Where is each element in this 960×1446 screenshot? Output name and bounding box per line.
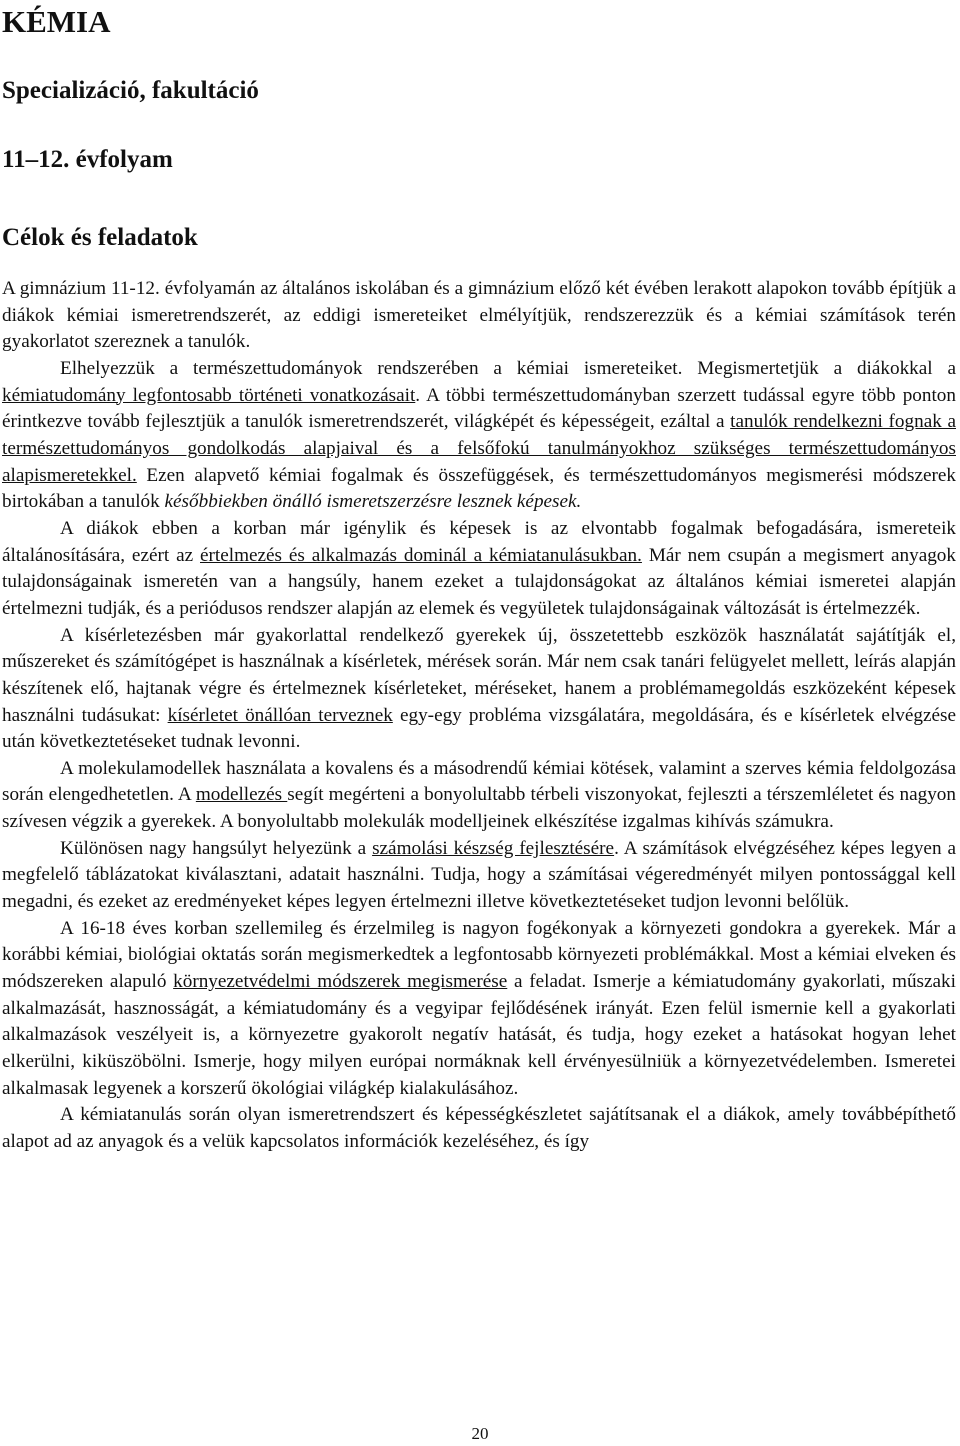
underlined-text: kémiatudomány legfontosabb történeti vonatkozásait	[2, 384, 416, 406]
paragraph-7	[2, 1102, 956, 1155]
paragraph-text: A 16-18 éves korban szellemileg és érzelmileg is nagyon fogékonyak a környezeti gondokra a gyerekek. Már a korábbi kémiai, biológiai oktatás során megismerkedtek a legfontosabb környezeti problémákkal. Most a kémiai elveken és módszereken alapuló	[2, 917, 956, 993]
underlined-text: számolási készség fejlesztésére	[372, 837, 615, 859]
underlined-text: értelmezés és alkalmazás dominál a kémiatanulásukban.	[200, 544, 642, 566]
paragraph-text: segít megérteni a bonyolultabb térbeli viszonyokat, fejleszti a térszemléletet és nagyon szívesen végzik a gyerekek. A bonyolultabb molekulák modelljeinek elkészítése izgalmas kihívás számukra.	[2, 784, 956, 833]
underlined-text: kísérletet önállóan terveznek	[167, 704, 393, 726]
paragraph-2	[2, 516, 956, 623]
paragraph-6	[2, 916, 956, 1103]
paragraph-1b	[2, 356, 956, 516]
paragraph-text: A diákok ebben a korban már igénylik és képesek is az elvontabb fogalmak befogadására, ismereteik általánosítására, ezért az	[2, 517, 956, 566]
underlined-text: modellezés	[195, 784, 288, 806]
body-text	[2, 276, 956, 1156]
paragraph-text: egy-egy probléma vizsgálatára, megoldására, és e kísérletek elvégzése után következtetéseket tudnak levonni.	[2, 704, 956, 753]
paragraph-3	[2, 623, 956, 756]
paragraph-text: Különösen nagy hangsúlyt helyezünk a	[60, 837, 373, 859]
section-heading: Célok és feladatok	[2, 224, 198, 251]
italic-text: későbbiekben önálló ismeretszerzésre lesznek képesek.	[164, 491, 582, 513]
page-number: 20	[471, 1424, 489, 1443]
paragraph-text: A kémiatanulás során olyan ismeretrendszert és képességkészletet sajátítsanak el a diákok, amely továbbépíthető alapot ad az anyagok és a velük kapcsolatos információk kezeléséhez, és így	[2, 1104, 956, 1152]
paragraph-1a	[2, 276, 956, 356]
paragraph-5	[2, 836, 956, 916]
paragraph-4	[2, 756, 956, 836]
underlined-text: környezetvédelmi módszerek megismerése	[173, 971, 508, 993]
paragraph-text: . A többi természettudományban szerzett tudással egyre több ponton érintkezve tovább fejlesztjük a tanulók ismeretrendszerét, világképét és képességeit, ezáltal a	[2, 384, 956, 433]
paragraph-text: A molekulamodellek használata a kovalens és a másodrendű kémiai kötések, valamint a szerves kémia feldolgozása során elengedhetetlen. A	[2, 757, 956, 806]
underlined-text: tanulók rendelkezni fognak a természettudományos gondolkodás alapjaival és a felsőfokú tanulmányokhoz szükséges természettudományos alapismeretekkel.	[2, 411, 956, 486]
paragraph-text: . A számítások elvégzéséhez képes legyen a megfelelő táblázatokat kiválasztani, adatait használni. Tudja, hogy a számításai végeredményét milyen pontossággal kell megadni, és ezeket az eredményeket képes legyen értelmezni illetve következtetéseket tudjon levonni belőlük.	[2, 837, 956, 913]
document-title: KÉMIA	[2, 4, 111, 39]
paragraph-text: Elhelyezzük a természettudományok rendszerében a kémiai ismereteiket. Megismertetjük a diákokkal a	[60, 357, 956, 379]
paragraph-text: A gimnázium 11-12. évfolyamán az általános iskolában és a gimnázium előző két évében lerakott alapokon tovább építjük a diákok kémiai ismeretrendszerét, az eddigi ismereteiket elmélyítjük, rendszerezzük és a kémiai számítások terén gyakorlatot szereznek a tanulók.	[2, 278, 956, 353]
paragraph-text: A kísérletezésben már gyakorlattal rendelkező gyerekek új, összetettebb eszközök használatát sajátítják el, műszereket és számítógépet is használnak a kísérletek, mérések során. Már nem csak tanári felügyelet mellett, leírás alapján készítenek elő, hajtanak végre és értelmeznek kísérleteket, méréseket, hanem a problémamegoldás eszközeként képesek használni tudásukat:	[2, 624, 956, 726]
paragraph-text: Ezen alapvető kémiai fogalmak és összefüggések, és természettudományos megismerési módszerek birtokában a tanulók	[2, 464, 956, 513]
paragraph-text: Már nem csupán a megismert anyagok tulajdonságainak ismeretén van a hangsúly, hanem ezeket a tulajdonságokat az általános kémiai ismeretei alapján értelmezni tudják, és a periódusos rendszer alapján az elemek és vegyületek tulajdonságainak változását is értelmezzék.	[2, 544, 956, 619]
paragraph-text: a feladat. Ismerje a kémiatudomány gyakorlati, műszaki alkalmazását, hasznosságát, a kémiatudomány és a vegyipar fejlődésének irányát. Ezen felül ismernie kell a gyakorlati alkalmazások veszélyeit is, a környezetre gyakorolt negatív hatását, és tudja, hogy ezeket a hatásokat hogyan lehet elkerülni, kiküszöbölni. Ismerje, hogy milyen európai normáknak kell érvényesülniük a környezetvédelemben. Ismeretei alkalmasak legyenek a korszerű ökológiai világkép kialakulásához.	[2, 971, 956, 1099]
document-subtitle: Specializáció, fakultáció	[2, 77, 259, 104]
grade-heading: 11–12. évfolyam	[2, 146, 173, 173]
